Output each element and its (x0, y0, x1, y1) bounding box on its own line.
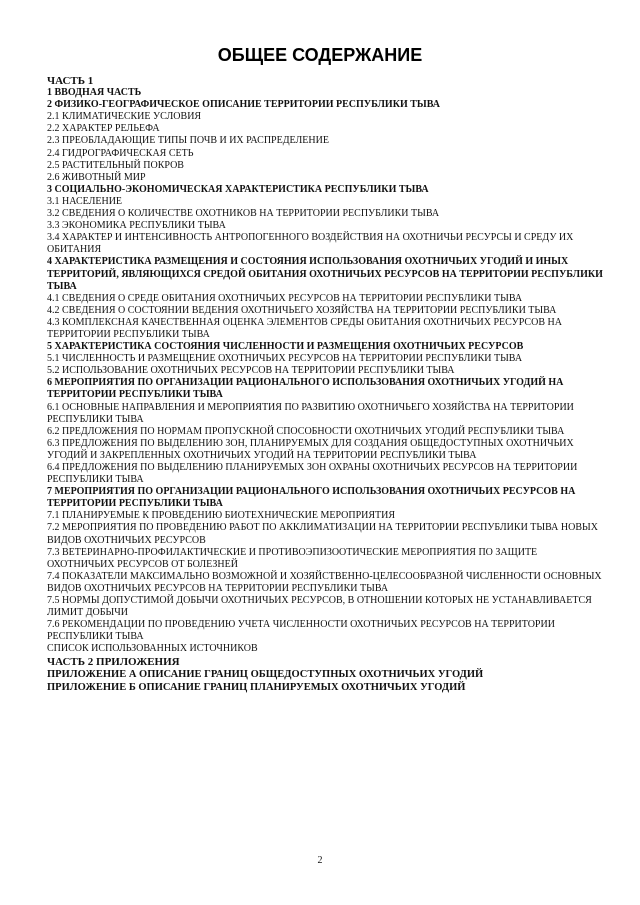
toc-item-2-6: 2.6 ЖИВОТНЫЙ МИР (47, 171, 146, 183)
toc-item-4-3: 4.3 КОМПЛЕКСНАЯ КАЧЕСТВЕННАЯ ОЦЕНКА ЭЛЕМЕНТОВ СРЕДЫ ОБИТАНИЯ ОХОТНИЧЬИХ РЕСУРСОВ НА ТЕРРИТОРИИ РЕСПУБЛИКИ ТЫВА (47, 316, 562, 340)
table-of-contents (47, 75, 607, 694)
toc-item-2-4: 2.4 ГИДРОГРАФИЧЕСКАЯ СЕТЬ (47, 147, 194, 159)
page-number: 2 (317, 855, 323, 866)
toc-item-7-6: 7.6 РЕКОМЕНДАЦИИ ПО ПРОВЕДЕНИЮ УЧЕТА ЧИСЛЕННОСТИ ОХОТНИЧЬИХ РЕСУРСОВ НА ТЕРРИТОРИИ РЕСПУБЛИКИ ТЫВА (47, 619, 555, 643)
toc-item-5-1: 5.1 ЧИСЛЕННОСТЬ И РАЗМЕЩЕНИЕ ОХОТНИЧЬИХ РЕСУРСОВ НА ТЕРРИТОРИИ РЕСПУБЛИКИ ТЫВА (47, 353, 523, 365)
toc-item-3-2: 3.2 СВЕДЕНИЯ О КОЛИЧЕСТВЕ ОХОТНИКОВ НА ТЕРРИТОРИИ РЕСПУБЛИКИ ТЫВА (47, 208, 440, 220)
toc-part-2: ЧАСТЬ 2 ПРИЛОЖЕНИЯ (47, 655, 180, 668)
toc-section-2: 2 ФИЗИКО-ГЕОГРАФИЧЕСКОЕ ОПИСАНИЕ ТЕРРИТОРИИ РЕСПУБЛИКИ ТЫВА (47, 99, 440, 111)
toc-item-3-1: 3.1 НАСЕЛЕНИЕ (47, 195, 123, 207)
toc-item-2-2: 2.2 ХАРАКТЕР РЕЛЬЕФА (47, 123, 160, 135)
toc-item-7-1: 7.1 ПЛАНИРУЕМЫЕ К ПРОВЕДЕНИЮ БИОТЕХНИЧЕСКИЕ МЕРОПРИЯТИЯ (47, 510, 396, 522)
toc-item-3-4: 3.4 ХАРАКТЕР И ИНТЕНСИВНОСТЬ АНТРОПОГЕННОГО ВОЗДЕЙСТВИЯ НА ОХОТНИЧЬИ РЕСУРСЫ И СРЕДУ ИХ ОБИТАНИЯ (47, 232, 574, 256)
toc-item-6-1: 6.1 ОСНОВНЫЕ НАПРАВЛЕНИЯ И МЕРОПРИЯТИЯ ПО РАЗВИТИЮ ОХОТНИЧЬЕГО ХОЗЯЙСТВА НА ТЕРРИТОРИИ РЕСПУБЛИКИ ТЫВА (47, 401, 574, 425)
toc-item-7-5: 7.5 НОРМЫ ДОПУСТИМОЙ ДОБЫЧИ ОХОТНИЧЬИХ РЕСУРСОВ, В ОТНОШЕНИИ КОТОРЫХ НЕ УСТАНАВЛИВАЕТСЯ ЛИМИТ ДОБЫЧИ (47, 595, 592, 619)
toc-item-4-1: 4.1 СВЕДЕНИЯ О СРЕДЕ ОБИТАНИЯ ОХОТНИЧЬИХ РЕСУРСОВ НА ТЕРРИТОРИИ РЕСПУБЛИКИ ТЫВА (47, 292, 523, 304)
toc-section-4: 4 ХАРАКТЕРИСТИКА РАЗМЕЩЕНИЯ И СОСТОЯНИЯ ИСПОЛЬЗОВАНИЯ ОХОТНИЧЬИХ УГОДИЙ И ИНЫХ ТЕРРИТОРИЙ, ЯВЛЯЮЩИХСЯ СРЕДОЙ ОБИТАНИЯ ОХОТНИЧЬИХ РЕСУРСОВ НА ТЕРРИТОРИИ РЕСПУБЛИКИ ТЫВА (47, 256, 603, 292)
toc-item-2-5: 2.5 РАСТИТЕЛЬНЫЙ ПОКРОВ (47, 159, 184, 171)
toc-section-7: 7 МЕРОПРИЯТИЯ ПО ОРГАНИЗАЦИИ РАЦИОНАЛЬНОГО ИСПОЛЬЗОВАНИЯ ОХОТНИЧЬИХ РЕСУРСОВ НА ТЕРРИТОРИИ РЕСПУБЛИКИ ТЫВА (47, 486, 576, 510)
toc-item-5-2: 5.2 ИСПОЛЬЗОВАНИЕ ОХОТНИЧЬИХ РЕСУРСОВ НА ТЕРРИТОРИИ РЕСПУБЛИКИ ТЫВА (47, 365, 455, 377)
toc-item-sources: СПИСОК ИСПОЛЬЗОВАННЫХ ИСТОЧНИКОВ (47, 643, 258, 655)
toc-section-1: 1 ВВОДНАЯ ЧАСТЬ (47, 87, 142, 99)
toc-section-6: 6 МЕРОПРИЯТИЯ ПО ОРГАНИЗАЦИИ РАЦИОНАЛЬНОГО ИСПОЛЬЗОВАНИЯ ОХОТНИЧЬИХ УГОДИЙ НА ТЕРРИТОРИИ РЕСПУБЛИКИ ТЫВА (47, 377, 564, 401)
toc-item-2-3: 2.3 ПРЕОБЛАДАЮЩИЕ ТИПЫ ПОЧВ И ИХ РАСПРЕДЕЛЕНИЕ (47, 135, 329, 147)
toc-item-6-3: 6.3 ПРЕДЛОЖЕНИЯ ПО ВЫДЕЛЕНИЮ ЗОН, ПЛАНИРУЕМЫХ ДЛЯ СОЗДАНИЯ ОБЩЕДОСТУПНЫХ ОХОТНИЧЬИХ УГОДИЙ И ЗАКРЕПЛЕННЫХ ОХОТНИЧЬИХ УГОДИЙ НА ТЕРРИТОРИИ РЕСПУБЛИКИ ТЫВА (47, 437, 574, 461)
toc-section-3: 3 СОЦИАЛЬНО-ЭКОНОМИЧЕСКАЯ ХАРАКТЕРИСТИКА РЕСПУБЛИКИ ТЫВА (47, 183, 429, 195)
toc-section-5: 5 ХАРАКТЕРИСТИКА СОСТОЯНИЯ ЧИСЛЕННОСТИ И РАЗМЕЩЕНИЯ ОХОТНИЧЬИХ РЕСУРСОВ (47, 341, 524, 353)
toc-item-6-4: 6.4 ПРЕДЛОЖЕНИЯ ПО ВЫДЕЛЕНИЮ ПЛАНИРУЕМЫХ ЗОН ОХРАНЫ ОХОТНИЧЬИХ РЕСУРСОВ НА ТЕРРИТОРИИ РЕСПУБЛИКИ ТЫВА (47, 462, 578, 486)
toc-item-7-3: 7.3 ВЕТЕРИНАРНО-ПРОФИЛАКТИЧЕСКИЕ И ПРОТИВОЭПИЗООТИЧЕСКИЕ МЕРОПРИЯТИЯ ПО ЗАЩИТЕ ОХОТНИЧЬИХ РЕСУРСОВ ОТ БОЛЕЗНЕЙ (47, 546, 538, 570)
toc-item-4-2: 4.2 СВЕДЕНИЯ О СОСТОЯНИИ ВЕДЕНИЯ ОХОТНИЧЬЕГО ХОЗЯЙСТВА НА ТЕРРИТОРИИ РЕСПУБЛИКИ ТЫВА (47, 304, 557, 316)
toc-item-7-2: 7.2 МЕРОПРИЯТИЯ ПО ПРОВЕДЕНИЮ РАБОТ ПО АККЛИМАТИЗАЦИИ НА ТЕРРИТОРИИ РЕСПУБЛИКИ ТЫВА НОВЫХ ВИДОВ ОХОТНИЧЬИХ РЕСУРСОВ (47, 522, 598, 546)
toc-item-2-1: 2.1 КЛИМАТИЧЕСКИЕ УСЛОВИЯ (47, 111, 202, 123)
toc-item-7-4: 7.4 ПОКАЗАТЕЛИ МАКСИМАЛЬНО ВОЗМОЖНОЙ И ХОЗЯЙСТВЕННО-ЦЕЛЕСООБРАЗНОЙ ЧИСЛЕННОСТИ ОСНОВНЫХ ВИДОВ ОХОТНИЧЬИХ РЕСУРСОВ НА ТЕРРИТОРИИ РЕСПУБЛИКИ ТЫВА (47, 570, 602, 594)
toc-part-1: ЧАСТЬ 1 (47, 75, 94, 87)
page-title: ОБЩЕЕ СОДЕРЖАНИЕ (217, 45, 423, 65)
toc-appendix-b: ПРИЛОЖЕНИЕ Б ОПИСАНИЕ ГРАНИЦ ПЛАНИРУЕМЫХ ОХОТНИЧЬИХ УГОДИЙ (47, 681, 466, 693)
toc-appendix-a: ПРИЛОЖЕНИЕ А ОПИСАНИЕ ГРАНИЦ ОБЩЕДОСТУПНЫХ ОХОТНИЧЬИХ УГОДИЙ (47, 668, 484, 680)
toc-item-6-2: 6.2 ПРЕДЛОЖЕНИЯ ПО НОРМАМ ПРОПУСКНОЙ СПОСОБНОСТИ ОХОТНИЧЬИХ УГОДИЙ РЕСПУБЛИКИ ТЫВА (47, 425, 565, 437)
toc-item-3-3: 3.3 ЭКОНОМИКА РЕСПУБЛИКИ ТЫВА (47, 220, 226, 232)
